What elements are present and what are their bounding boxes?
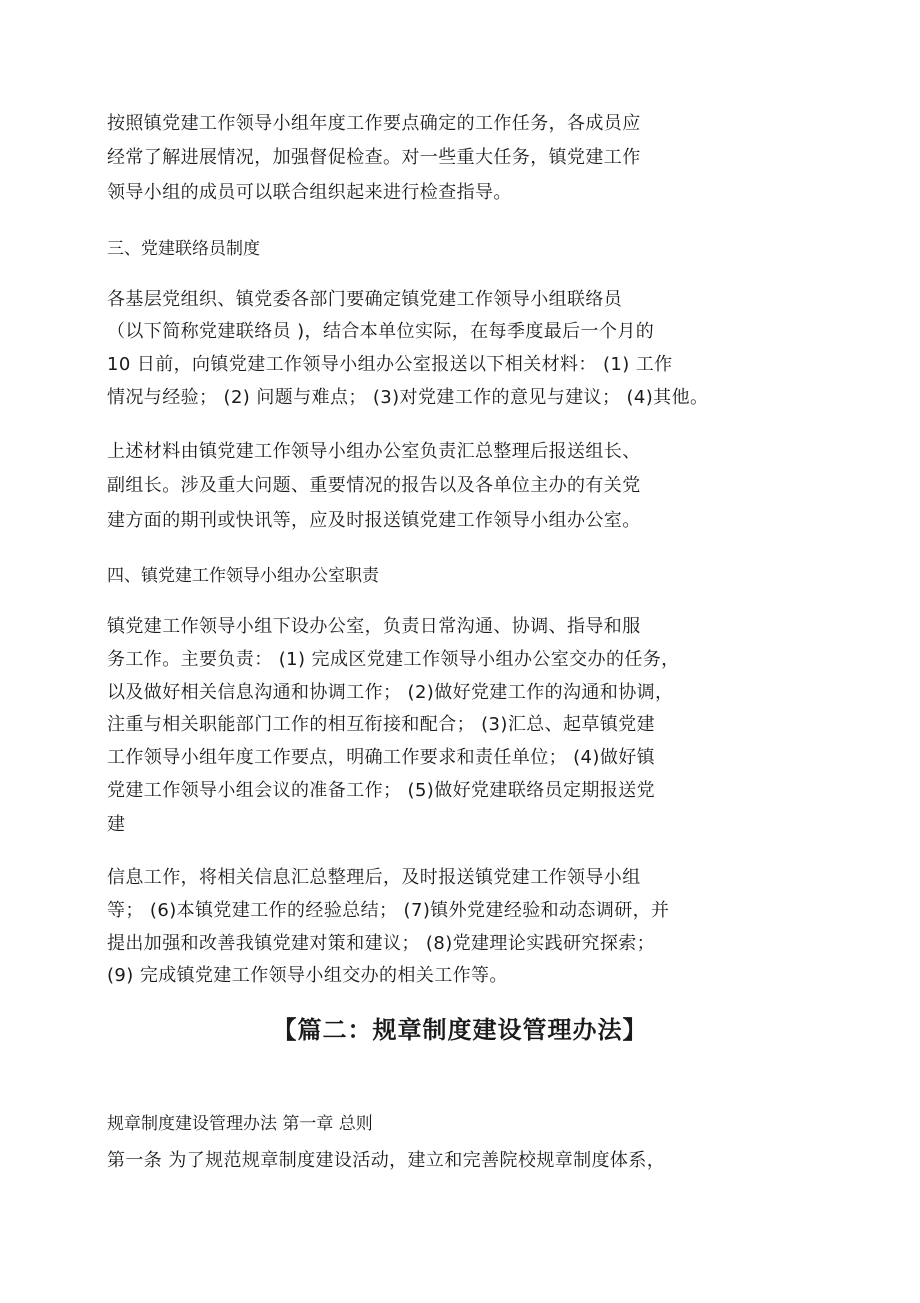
- paragraph-line: 按照镇党建工作领导小组年度工作要点确定的工作任务，各成员应: [107, 113, 641, 134]
- paragraph-line: 提出加强和改善我镇党建对策和建议； (8)党建理论实践研究探索；: [107, 933, 656, 954]
- paragraph-line: 领导小组的成员可以联合组织起来进行检查指导。: [107, 182, 512, 203]
- paragraph-line: 信息工作，将相关信息汇总整理后，及时报送镇党建工作领导小组: [107, 867, 641, 888]
- paragraph-line: 建方面的期刊或快讯等，应及时报送镇党建工作领导小组办公室。: [107, 510, 641, 531]
- paragraph-line: 镇党建工作领导小组下设办公室，负责日常沟通、协调、指导和服: [107, 616, 641, 637]
- paragraph-line: 建: [107, 814, 126, 835]
- paragraph-line: 党建工作领导小组会议的准备工作； (5)做好党建联络员定期报送党: [107, 780, 656, 801]
- paragraph-line: 各基层党组织、镇党委各部门要确定镇党建工作领导小组联络员: [107, 289, 623, 310]
- paragraph-line: 上述材料由镇党建工作领导小组办公室负责汇总整理后报送组长、: [107, 441, 641, 462]
- paragraph-line: 第一条 为了规范规章制度建设活动，建立和完善院校规章制度体系，: [107, 1150, 666, 1171]
- paragraph-line: 等； (6)本镇党建工作的经验总结； (7)镇外党建经验和动态调研，并: [107, 900, 670, 921]
- paragraph-line: 以及做好相关信息沟通和协调工作； (2)做好党建工作的沟通和协调，: [107, 682, 674, 703]
- paragraph-line: (9) 完成镇党建工作领导小组交办的相关工作等。: [107, 965, 508, 986]
- paragraph-line: （以下简称党建联络员 )，结合本单位实际，在每季度最后一个月的: [107, 321, 655, 342]
- paragraph-line: 副组长。涉及重大问题、重要情况的报告以及各单位主办的有关党: [107, 475, 641, 496]
- paragraph-line: 情况与经验； (2) 问题与难点； (3)对党建工作的意见与建议； (4)其他。: [107, 387, 709, 408]
- paragraph-line: 10 日前，向镇党建工作领导小组办公室报送以下相关材料： (1) 工作: [107, 354, 673, 375]
- paragraph-line: 经常了解进展情况，加强督促检查。对一些重大任务，镇党建工作: [107, 147, 641, 168]
- paragraph-line: 工作领导小组年度工作要点，明确工作要求和责任单位； (4)做好镇: [107, 747, 656, 768]
- paragraph-line: 规章制度建设管理办法 第一章 总则: [107, 1114, 373, 1134]
- section-heading: 三、党建联络员制度: [107, 239, 260, 259]
- paragraph-line: 注重与相关职能部门工作的相互衔接和配合； (3)汇总、起草镇党建: [107, 714, 656, 735]
- section-heading: 四、镇党建工作领导小组办公室职责: [107, 566, 379, 586]
- chapter-title: 【篇二：规章制度建设管理办法】: [272, 1016, 648, 1044]
- paragraph-line: 务工作。主要负责： (1) 完成区党建工作领导小组办公室交办的任务，: [107, 649, 680, 670]
